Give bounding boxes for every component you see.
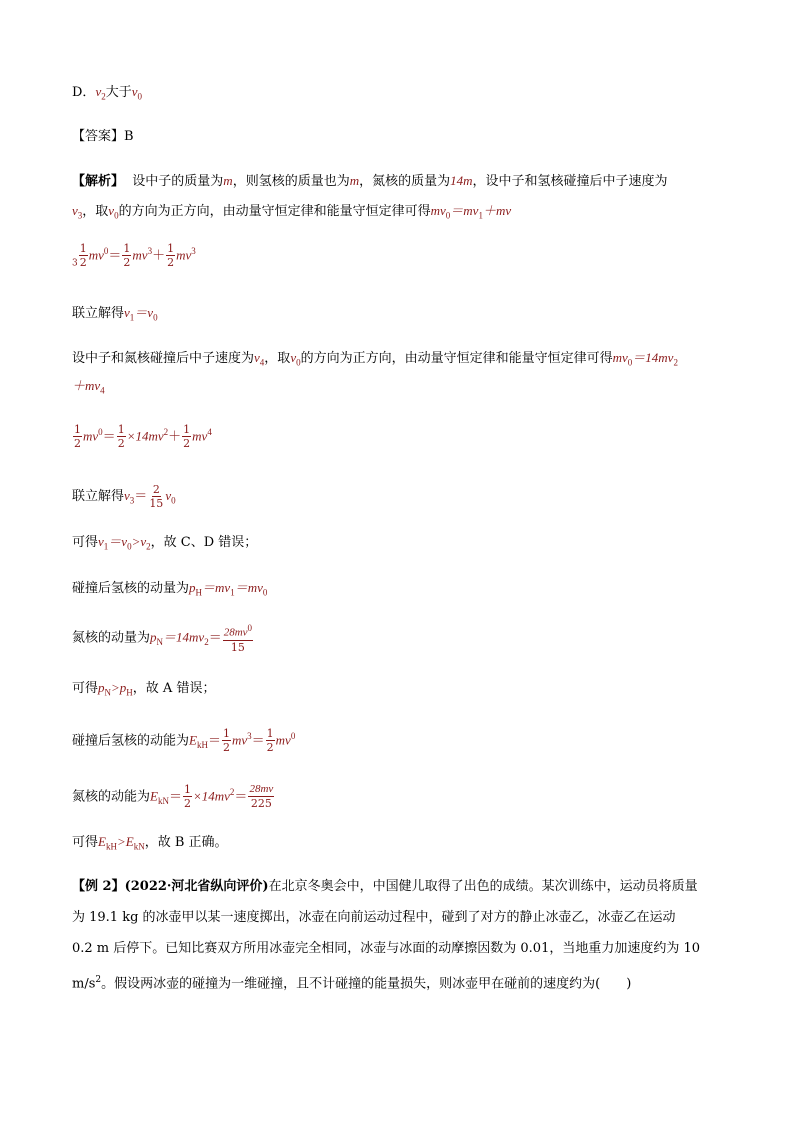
equals: ＝	[234, 788, 248, 804]
text: 的方向为正方向，由动量守恒定律和能量守恒定律可得	[300, 351, 613, 366]
text: ，取	[82, 204, 109, 219]
sup: 0	[247, 623, 253, 633]
var-v: v	[72, 203, 78, 218]
example-2-line-3	[72, 941, 700, 957]
sub: 2	[673, 357, 678, 368]
kinetic-n	[72, 778, 275, 815]
var-14m: 14m	[450, 173, 473, 188]
den: 2	[79, 256, 87, 270]
sub: 0	[296, 357, 301, 368]
answer-line	[72, 129, 134, 145]
eq-text: >v	[131, 534, 147, 549]
den: 2	[74, 437, 81, 451]
sup: 2	[229, 787, 235, 797]
answer-value: B	[124, 129, 134, 144]
plus: ＋	[168, 428, 182, 444]
kinetic-h	[72, 722, 295, 759]
var-p: p	[189, 580, 196, 595]
analysis-line-2	[72, 203, 511, 224]
term: ×14mv	[192, 788, 230, 804]
sup: 3	[191, 246, 196, 256]
num: 1	[266, 727, 274, 741]
equals: ＝	[208, 629, 222, 645]
text: 的方向为正方向，由动量守恒定律和能量守恒定律可得	[118, 204, 431, 219]
analysis-line-3-cont	[72, 378, 105, 399]
sub: 1	[129, 312, 135, 323]
analysis-label: 【解析】	[72, 174, 125, 189]
sup: 2	[95, 975, 102, 985]
option-d-text: 大于	[105, 85, 132, 100]
joint-solve-1	[72, 305, 158, 326]
var-v: v	[108, 203, 115, 218]
text: m/s	[72, 976, 96, 992]
text: ，故 B 正确。	[144, 835, 228, 850]
var-p: p	[98, 680, 105, 695]
num: 1	[79, 242, 87, 256]
sup: 4	[207, 427, 212, 437]
example-label: 【例 2】	[72, 879, 125, 894]
text: ，故 A 错误；	[132, 681, 216, 696]
eq-text: >E	[116, 834, 134, 849]
fraction	[266, 727, 275, 754]
analysis-line-1	[72, 173, 668, 190]
var-mv: mv	[430, 203, 446, 218]
text: 可得	[72, 835, 99, 850]
sup: 2	[163, 427, 169, 437]
sub: kH	[196, 739, 208, 750]
num: 1	[183, 423, 191, 437]
sub: H	[126, 687, 133, 698]
var-v: v	[95, 84, 102, 99]
sub: 1	[230, 587, 235, 598]
momentum-h	[72, 580, 267, 601]
fraction	[79, 242, 88, 269]
sub: 2	[101, 91, 106, 102]
option-d-prefix: D．	[72, 85, 96, 100]
text: 联立解得	[72, 306, 125, 321]
var-m: m	[349, 173, 360, 188]
text: 在北京冬奥会中，中国健儿取得了出色的成绩。某次训练中，运动员将质量	[268, 879, 698, 894]
fraction	[222, 727, 231, 754]
text: 氮核的动量为	[72, 630, 151, 646]
eq-text: ＋mv	[72, 378, 101, 393]
var-m: m	[223, 173, 233, 188]
var-v: v	[98, 534, 104, 549]
var-mv: mv	[612, 350, 628, 365]
eq-text: ＝mv	[450, 203, 479, 218]
sub: 4	[100, 385, 105, 396]
sub: 0	[153, 312, 158, 323]
term: mv	[176, 247, 192, 263]
eq-text: ＝14mv	[632, 350, 674, 365]
text: ，设中子和氢核碰撞后中子速度为	[472, 174, 668, 189]
num: 1	[123, 242, 131, 256]
sub: 0	[262, 587, 268, 598]
term: mv	[275, 732, 291, 748]
equals: ＝	[168, 788, 182, 804]
fraction	[248, 783, 274, 810]
var-v: v	[124, 488, 130, 503]
eq-text: ＝mv	[234, 580, 263, 595]
den: 2	[117, 437, 125, 451]
sup: 3	[147, 246, 153, 256]
eq-text: ＝14mv	[163, 629, 205, 645]
term: mv	[83, 428, 99, 444]
sub: 3	[77, 210, 83, 221]
var-e: E	[98, 834, 106, 849]
sub: 2	[146, 541, 151, 552]
sub: 0	[114, 210, 119, 221]
num: 1	[167, 242, 175, 256]
fraction	[73, 423, 82, 450]
equals: ＝	[108, 247, 122, 263]
text: 可得	[72, 535, 99, 550]
conclusion-3	[72, 834, 228, 855]
text: ，氮核的质量为	[359, 174, 451, 189]
text: 0.2 m 后停下。已知比赛双方所用冰壶完全相同，冰壶与冰面的动摩擦因数为 0.01，当地重力加速度约为 10	[72, 941, 701, 956]
eq-text: ＝mv	[202, 580, 231, 595]
term: mv	[88, 247, 104, 263]
den: 225	[250, 797, 272, 811]
fraction	[182, 423, 191, 450]
equals: ＝	[102, 428, 116, 444]
fraction	[183, 783, 192, 810]
den: 2	[266, 741, 274, 755]
text: 设中子的质量为	[132, 174, 224, 189]
text: ，故 C、D 错误；	[150, 535, 258, 550]
text: 联立解得	[72, 489, 125, 504]
text: 为 19.1 kg 的冰壶甲以某一速度掷出，冰壶在向前运动过程中，碰到了对方的静止冰壶乙，冰壶乙在运动	[72, 910, 676, 925]
sub: N	[104, 687, 112, 698]
text: ，取	[264, 351, 291, 366]
example-2-line-1	[72, 879, 698, 895]
sup: 0	[98, 427, 103, 437]
sub: 1	[478, 210, 483, 221]
term: mv	[231, 732, 248, 748]
sub: kH	[105, 841, 117, 852]
var-v: v	[165, 488, 172, 503]
eq-text: ＝v	[108, 534, 128, 549]
conclusion-2	[72, 680, 215, 701]
sub: kN	[133, 841, 145, 852]
example-2-line-4	[72, 972, 631, 992]
equals: ＝	[251, 732, 265, 748]
text: 。假设两冰壶的碰撞为一维碰撞，且不计碰撞的能量损失，则冰壶甲在碰前的速度约为( )	[101, 976, 632, 992]
equation-1	[72, 237, 196, 277]
example-source: (2022·河北省纵向评价)	[124, 879, 269, 894]
num: 2	[152, 483, 160, 496]
plus: ＋	[152, 247, 166, 263]
equals: ＝	[134, 488, 148, 503]
equation-2	[72, 418, 212, 451]
sub: 0	[627, 357, 633, 368]
text: 氮核的动能为	[72, 789, 151, 805]
text: 碰撞后氢核的动能为	[72, 733, 190, 749]
text: ，则氢核的质量也为	[232, 174, 350, 189]
analysis-line-3	[72, 350, 678, 371]
term: mv	[192, 428, 208, 444]
var-v0: v	[131, 84, 138, 99]
momentum-n	[72, 622, 254, 656]
text: 设中子和氮核碰撞后中子速度为	[72, 351, 255, 366]
var-v: v	[254, 350, 260, 365]
eq-text: >p	[111, 680, 127, 695]
den: 2	[222, 741, 230, 755]
num: 1	[117, 423, 125, 437]
sup: 0	[290, 731, 296, 741]
answer-label: 【答案】	[72, 129, 125, 144]
text: 可得	[72, 681, 99, 696]
num-text: 28mv	[223, 626, 248, 639]
fraction	[122, 242, 131, 269]
joint-solve-2	[72, 482, 176, 515]
sup: 0	[103, 246, 109, 256]
example-2-line-2	[72, 910, 676, 926]
sub: 0	[137, 91, 143, 102]
var-v: v	[124, 305, 130, 320]
fraction	[166, 242, 175, 269]
term: mv	[132, 247, 148, 263]
eq-pre: 3	[72, 258, 78, 269]
fraction	[148, 483, 164, 510]
eq-text: ＝v	[134, 305, 154, 320]
sub: 0	[171, 495, 176, 506]
sub: H	[195, 587, 203, 598]
var-e: E	[189, 732, 197, 748]
conclusion-1	[72, 534, 257, 555]
den: 2	[123, 256, 131, 270]
den: 2	[183, 797, 191, 811]
num	[223, 622, 253, 641]
sub: 0	[127, 541, 132, 552]
num: 28mv	[249, 783, 274, 796]
sub: 2	[204, 636, 209, 647]
den: 2	[183, 437, 191, 451]
term: ×14mv	[126, 428, 164, 444]
den: 15	[230, 640, 245, 654]
text: 碰撞后氢核的动量为	[72, 581, 190, 596]
sup: 3	[247, 731, 252, 741]
num: 1	[183, 783, 191, 797]
sub: kN	[157, 795, 169, 806]
sub: 1	[103, 541, 109, 552]
num: 1	[74, 423, 81, 437]
den: 15	[149, 497, 164, 510]
sub: N	[156, 636, 164, 647]
fraction	[117, 423, 126, 450]
equals: ＝	[207, 732, 221, 748]
eq-text: ＋mv	[482, 203, 512, 218]
num: 1	[222, 727, 230, 741]
var-p: p	[150, 629, 157, 645]
sub: 0	[445, 210, 451, 221]
var-e: E	[150, 788, 158, 804]
sub: 3	[129, 495, 135, 506]
fraction	[223, 622, 253, 654]
sub: 4	[259, 357, 265, 368]
den: 2	[167, 256, 175, 270]
option-d	[72, 84, 142, 105]
var-v: v	[290, 350, 297, 365]
